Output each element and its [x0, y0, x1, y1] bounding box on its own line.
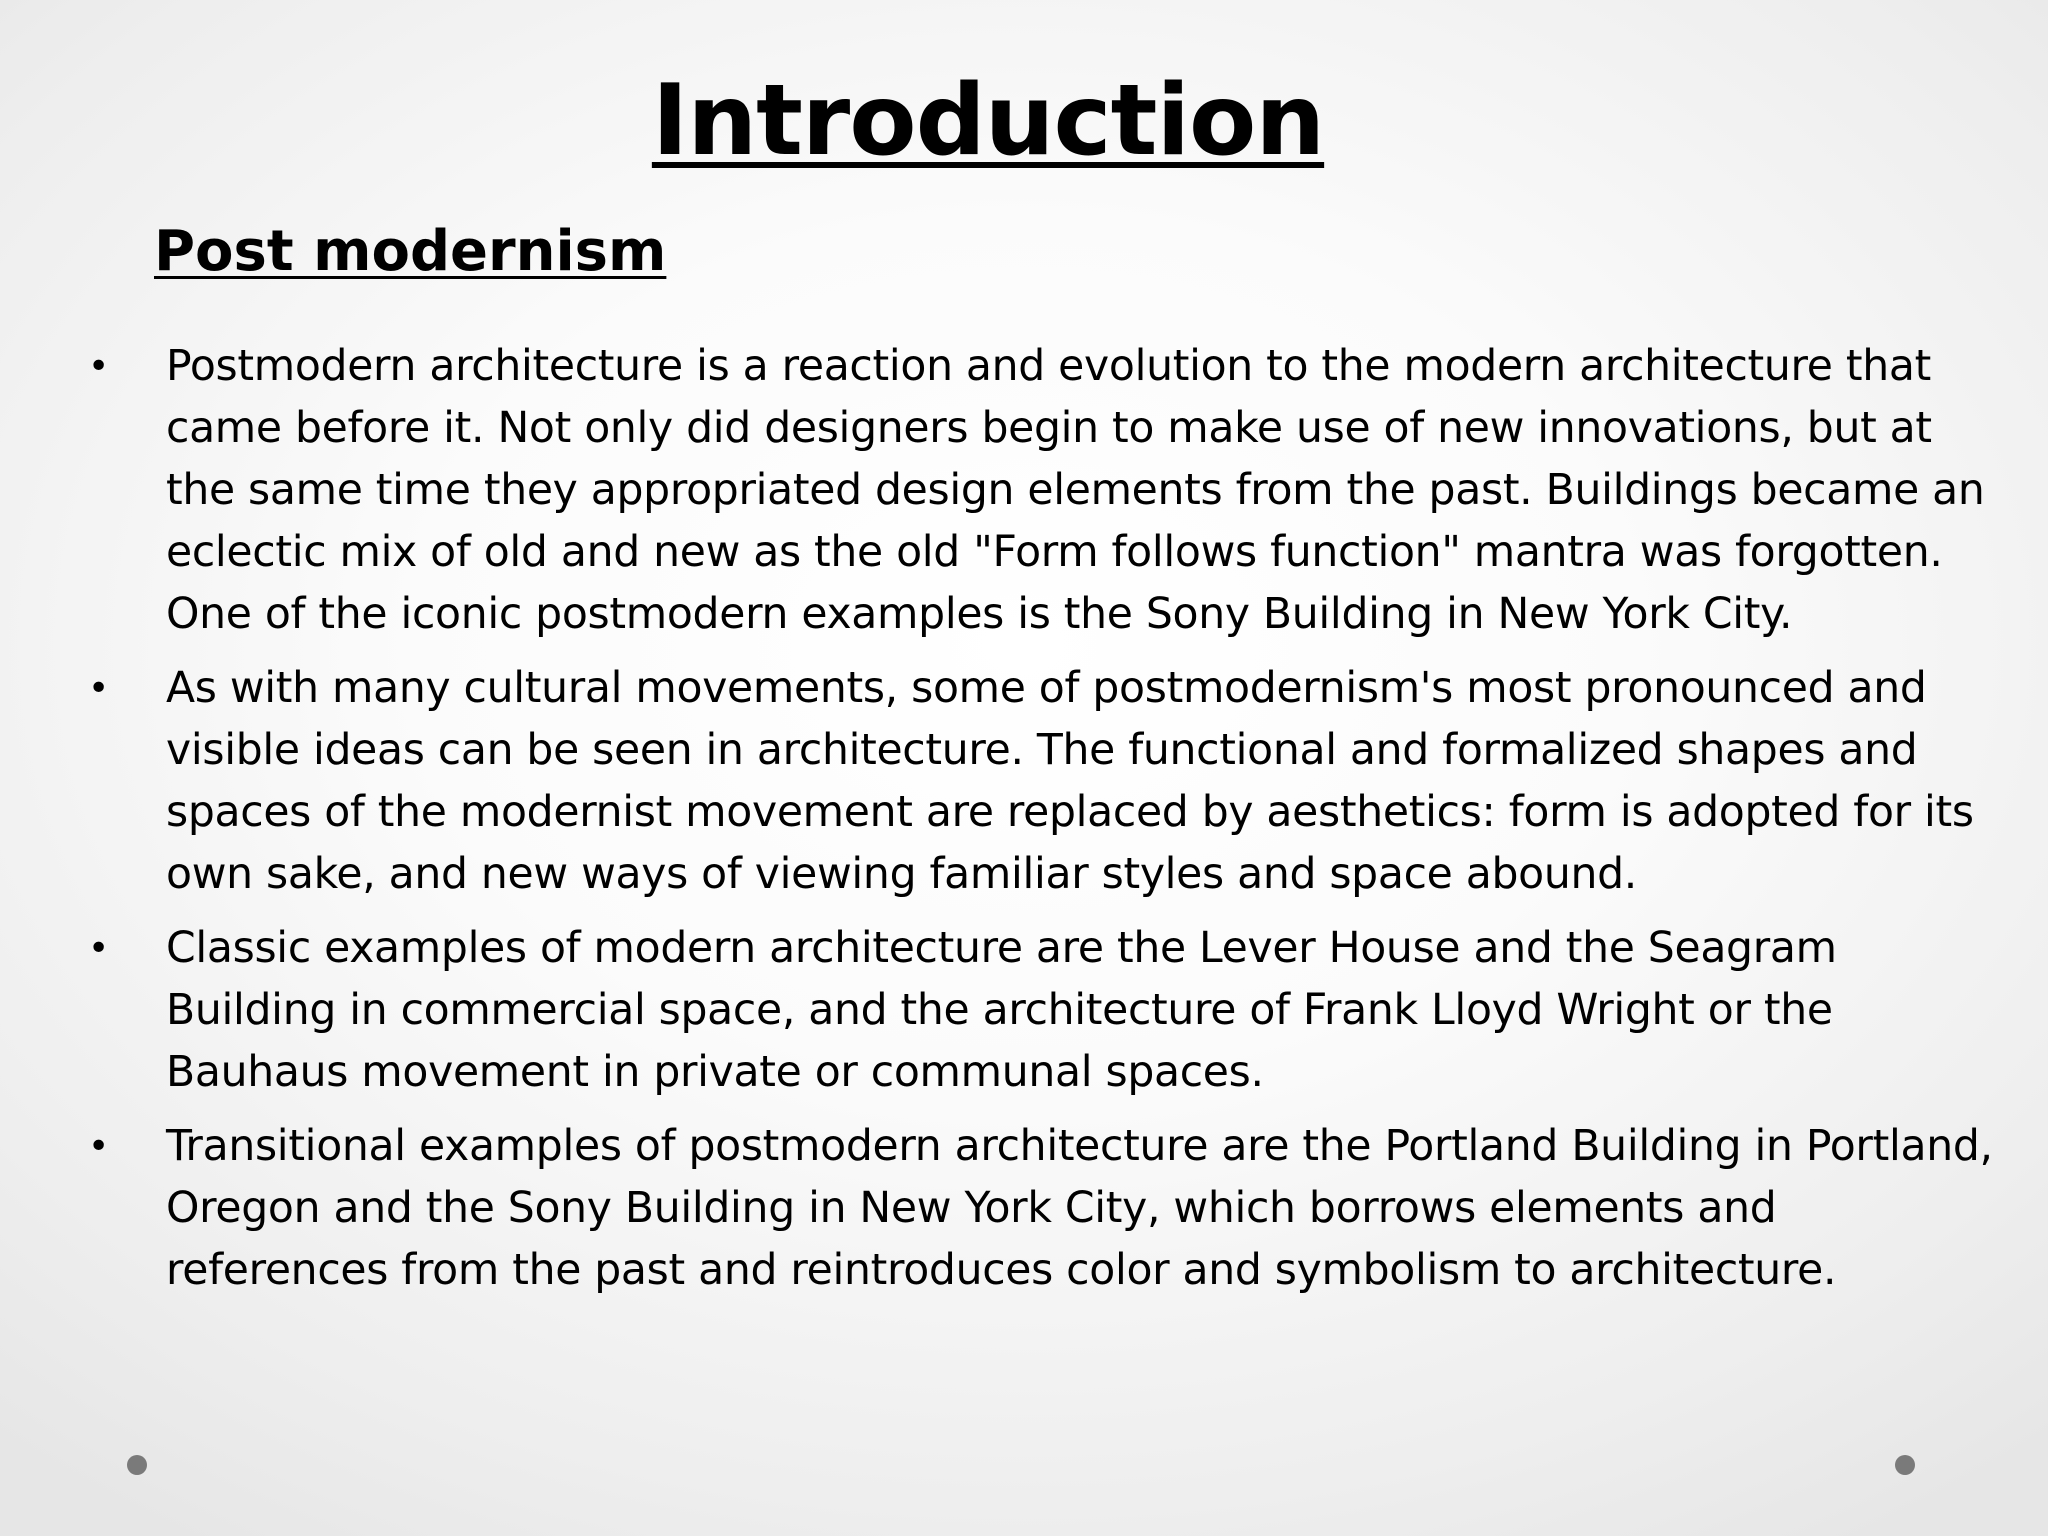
bullet-icon: • — [88, 928, 109, 969]
bullet-item — [0, 336, 2048, 646]
bullet-text: Transitional examples of postmodern architecture are the Portland Building in Portland, Oregon and the Sony Building in New York City, which borrows elements and references from the past and reintroduces color and symbolism to architecture. — [166, 1122, 1993, 1295]
bullet-item — [0, 1116, 2048, 1302]
bullet-item — [0, 918, 2048, 1104]
corner-dot-right-icon — [1895, 1455, 1915, 1475]
corner-dot-left-icon — [127, 1455, 147, 1475]
bullet-text: As with many cultural movements, some of postmodernism's most pronounced and visible ideas can be seen in architecture. The functional and formalized shapes and spaces of the modernist movement are replaced by aesthetics: form is adopted for its own sake, and new ways of viewing familiar styles and space abound. — [166, 664, 1974, 899]
slide-subtitle: Post modernism — [154, 219, 667, 284]
bullet-icon: • — [88, 346, 109, 387]
bullet-text: Classic examples of modern architecture are the Lever House and the Seagram Building in commercial space, and the architecture of Frank Lloyd Wright or the Bauhaus movement in private or communal spaces. — [166, 924, 1837, 1097]
bullet-item — [0, 658, 2048, 906]
bullet-icon: • — [88, 668, 109, 709]
bullet-icon: • — [88, 1126, 109, 1167]
slide-title: Introduction — [651, 64, 1325, 178]
bullet-text: Postmodern architecture is a reaction and evolution to the modern architecture that came before it. Not only did designers begin to make use of new innovations, but at the same time they appropriated design elements from the past. Buildings became an eclectic mix of old and new as the old "Form follows function" mantra was forgotten. One of the iconic postmodern examples is the Sony Building in New York City. — [166, 342, 1985, 639]
bullet-list — [0, 336, 2048, 1314]
